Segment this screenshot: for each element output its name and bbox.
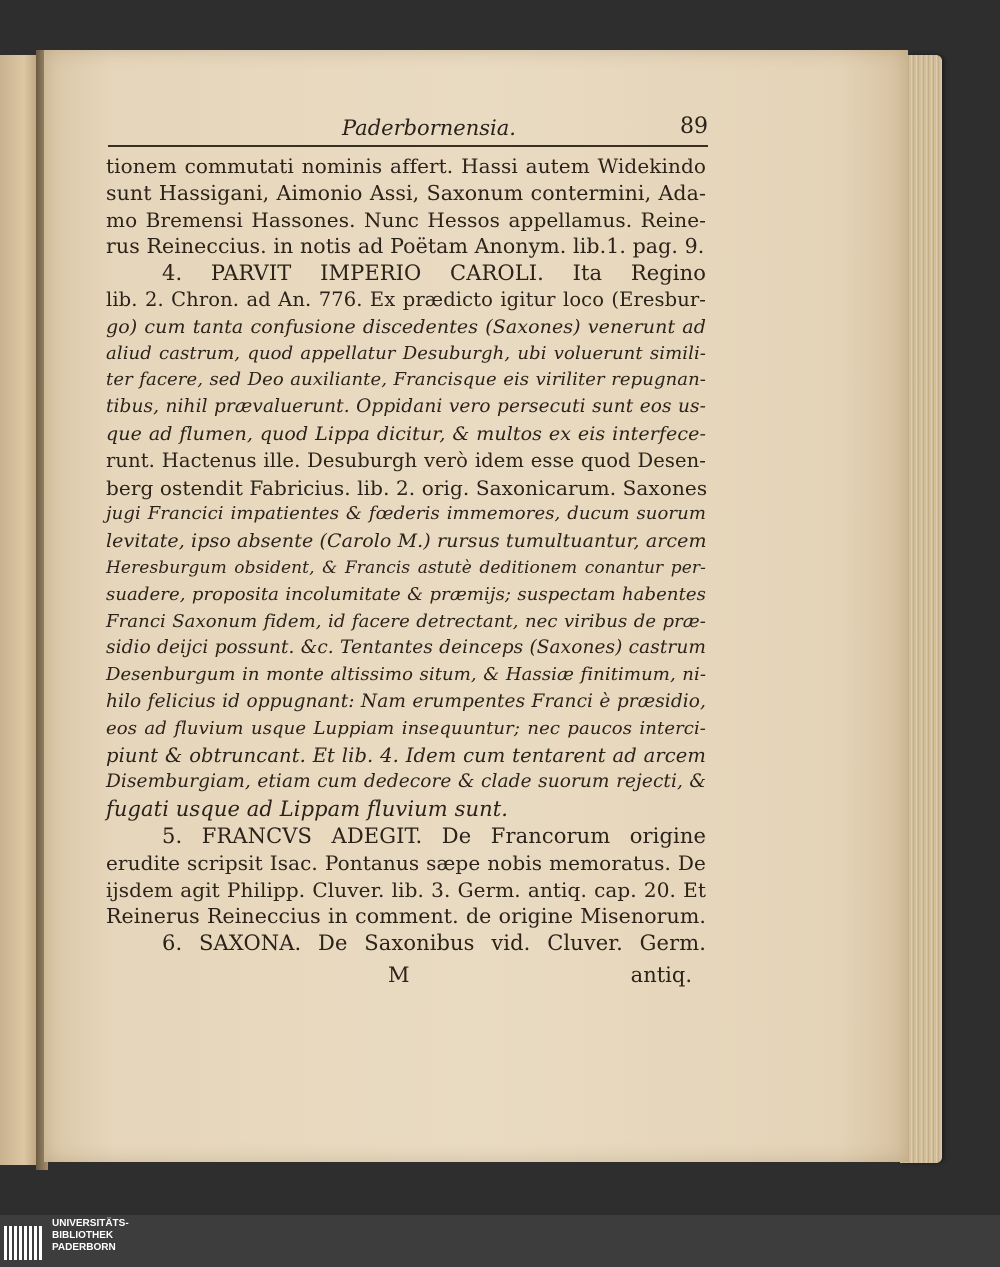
header-rule — [108, 145, 708, 147]
quote-line: Disemburgiam, etiam cum dedecore & clade suorum rejecti, & — [106, 771, 706, 793]
text-line: rus Reineccius. in notis ad Poëtam Anonym. lib.1. pag. 9. — [106, 234, 705, 259]
library-footer-bar — [0, 1215, 1000, 1267]
page-number: 89 — [680, 114, 708, 139]
quote-line: sidio deijci possunt. &c. Tentantes deinceps (Saxones) castrum — [106, 637, 706, 659]
quote-line: suadere, proposita incolumitate & præmijs; suspectam habentes — [106, 583, 706, 605]
section-heading-line: 5. FRANCVS ADEGIT. De Francorum origine — [162, 823, 706, 848]
text-line: mo Bremensi Hassones. Nunc Hessos appellamus. Reine- — [106, 207, 706, 232]
library-name-line: UNIVERSITÄTS- — [52, 1218, 129, 1229]
quote-line: hilo felicius id oppugnant: Nam erumpentes Franci è præsidio, — [106, 690, 706, 712]
quote-line: fugati usque ad Lippam fluvium sunt. — [106, 797, 509, 822]
quote-line: piunt & obtruncant. Et lib. 4. Idem cum tentarent ad arcem — [106, 743, 706, 767]
library-logo-icon — [4, 1222, 46, 1262]
quote-line: que ad flumen, quod Lippa dicitur, & multos ex eis interfece- — [106, 422, 706, 445]
quote-line: Desenburgum in monte altissimo situm, & Hassiæ finitimum, ni- — [106, 664, 706, 686]
text-line: lib. 2. Chron. ad An. 776. Ex prædicto igitur loco (Eresbur- — [106, 287, 706, 311]
library-name — [52, 1218, 129, 1254]
text-line: erudite scripsit Isac. Pontanus sæpe nobis memoratus. De — [106, 850, 706, 875]
quote-line: go) cum tanta confusione discedentes (Saxones) venerunt ad — [106, 315, 706, 338]
signature-mark: M — [388, 963, 410, 987]
quote-line: aliud castrum, quod appellatur Desuburgh, ubi voluerunt simili- — [106, 342, 706, 364]
quote-line: levitate, ipso absente (Carolo M.) rursus tumultuantur, arcem — [106, 530, 707, 553]
quote-line: jugi Francici impatientes & fœderis immemores, ducum suorum — [106, 503, 706, 525]
page-footer — [106, 963, 706, 991]
quote-line: Franci Saxonum fidem, id facere detrectant, nec viribus de præ- — [106, 610, 706, 632]
section-heading-line: 6. SAXONA. De Saxonibus vid. Cluver. Germ. — [162, 931, 706, 956]
text-line: sunt Hassigani, Aimonio Assi, Saxonum contermini, Ada- — [106, 180, 706, 205]
text-line: runt. Hactenus ille. Desuburgh verò idem esse quod Desen- — [106, 448, 706, 472]
left-page-edge — [0, 55, 40, 1165]
text-line: ijsdem agit Philipp. Cluver. lib. 3. Germ. antiq. cap. 20. Et — [106, 877, 706, 902]
quote-line: tibus, nihil prævaluerunt. Oppidani vero persecuti sunt eos us- — [106, 396, 706, 418]
library-name-line: PADERBORN — [52, 1242, 116, 1253]
running-head: Paderbornensia. — [342, 116, 516, 140]
text-line: tionem commutati nominis affert. Hassi autem Widekindo — [106, 154, 706, 178]
body-text — [106, 153, 706, 957]
section-heading-line: 4. PARVIT IMPERIO CAROLI. Ita Regino — [162, 261, 706, 286]
quote-line: eos ad fluvium usque Luppiam insequuntur; nec paucos interci- — [106, 717, 706, 739]
page-header — [108, 112, 708, 148]
quote-line: ter facere, sed Deo auxiliante, Francisque eis viriliter repugnan- — [106, 369, 706, 391]
catchword: antiq. — [630, 963, 692, 987]
text-line: Reinerus Reineccius in comment. de origine Misenorum. — [106, 904, 706, 929]
library-name-line: BIBLIOTHEK — [52, 1230, 114, 1241]
quote-line: Heresburgum obsident, & Francis astutè deditionem conantur per- — [106, 557, 706, 578]
text-line: berg ostendit Fabricius. lib. 2. orig. Saxonicarum. Saxones — [106, 475, 708, 500]
